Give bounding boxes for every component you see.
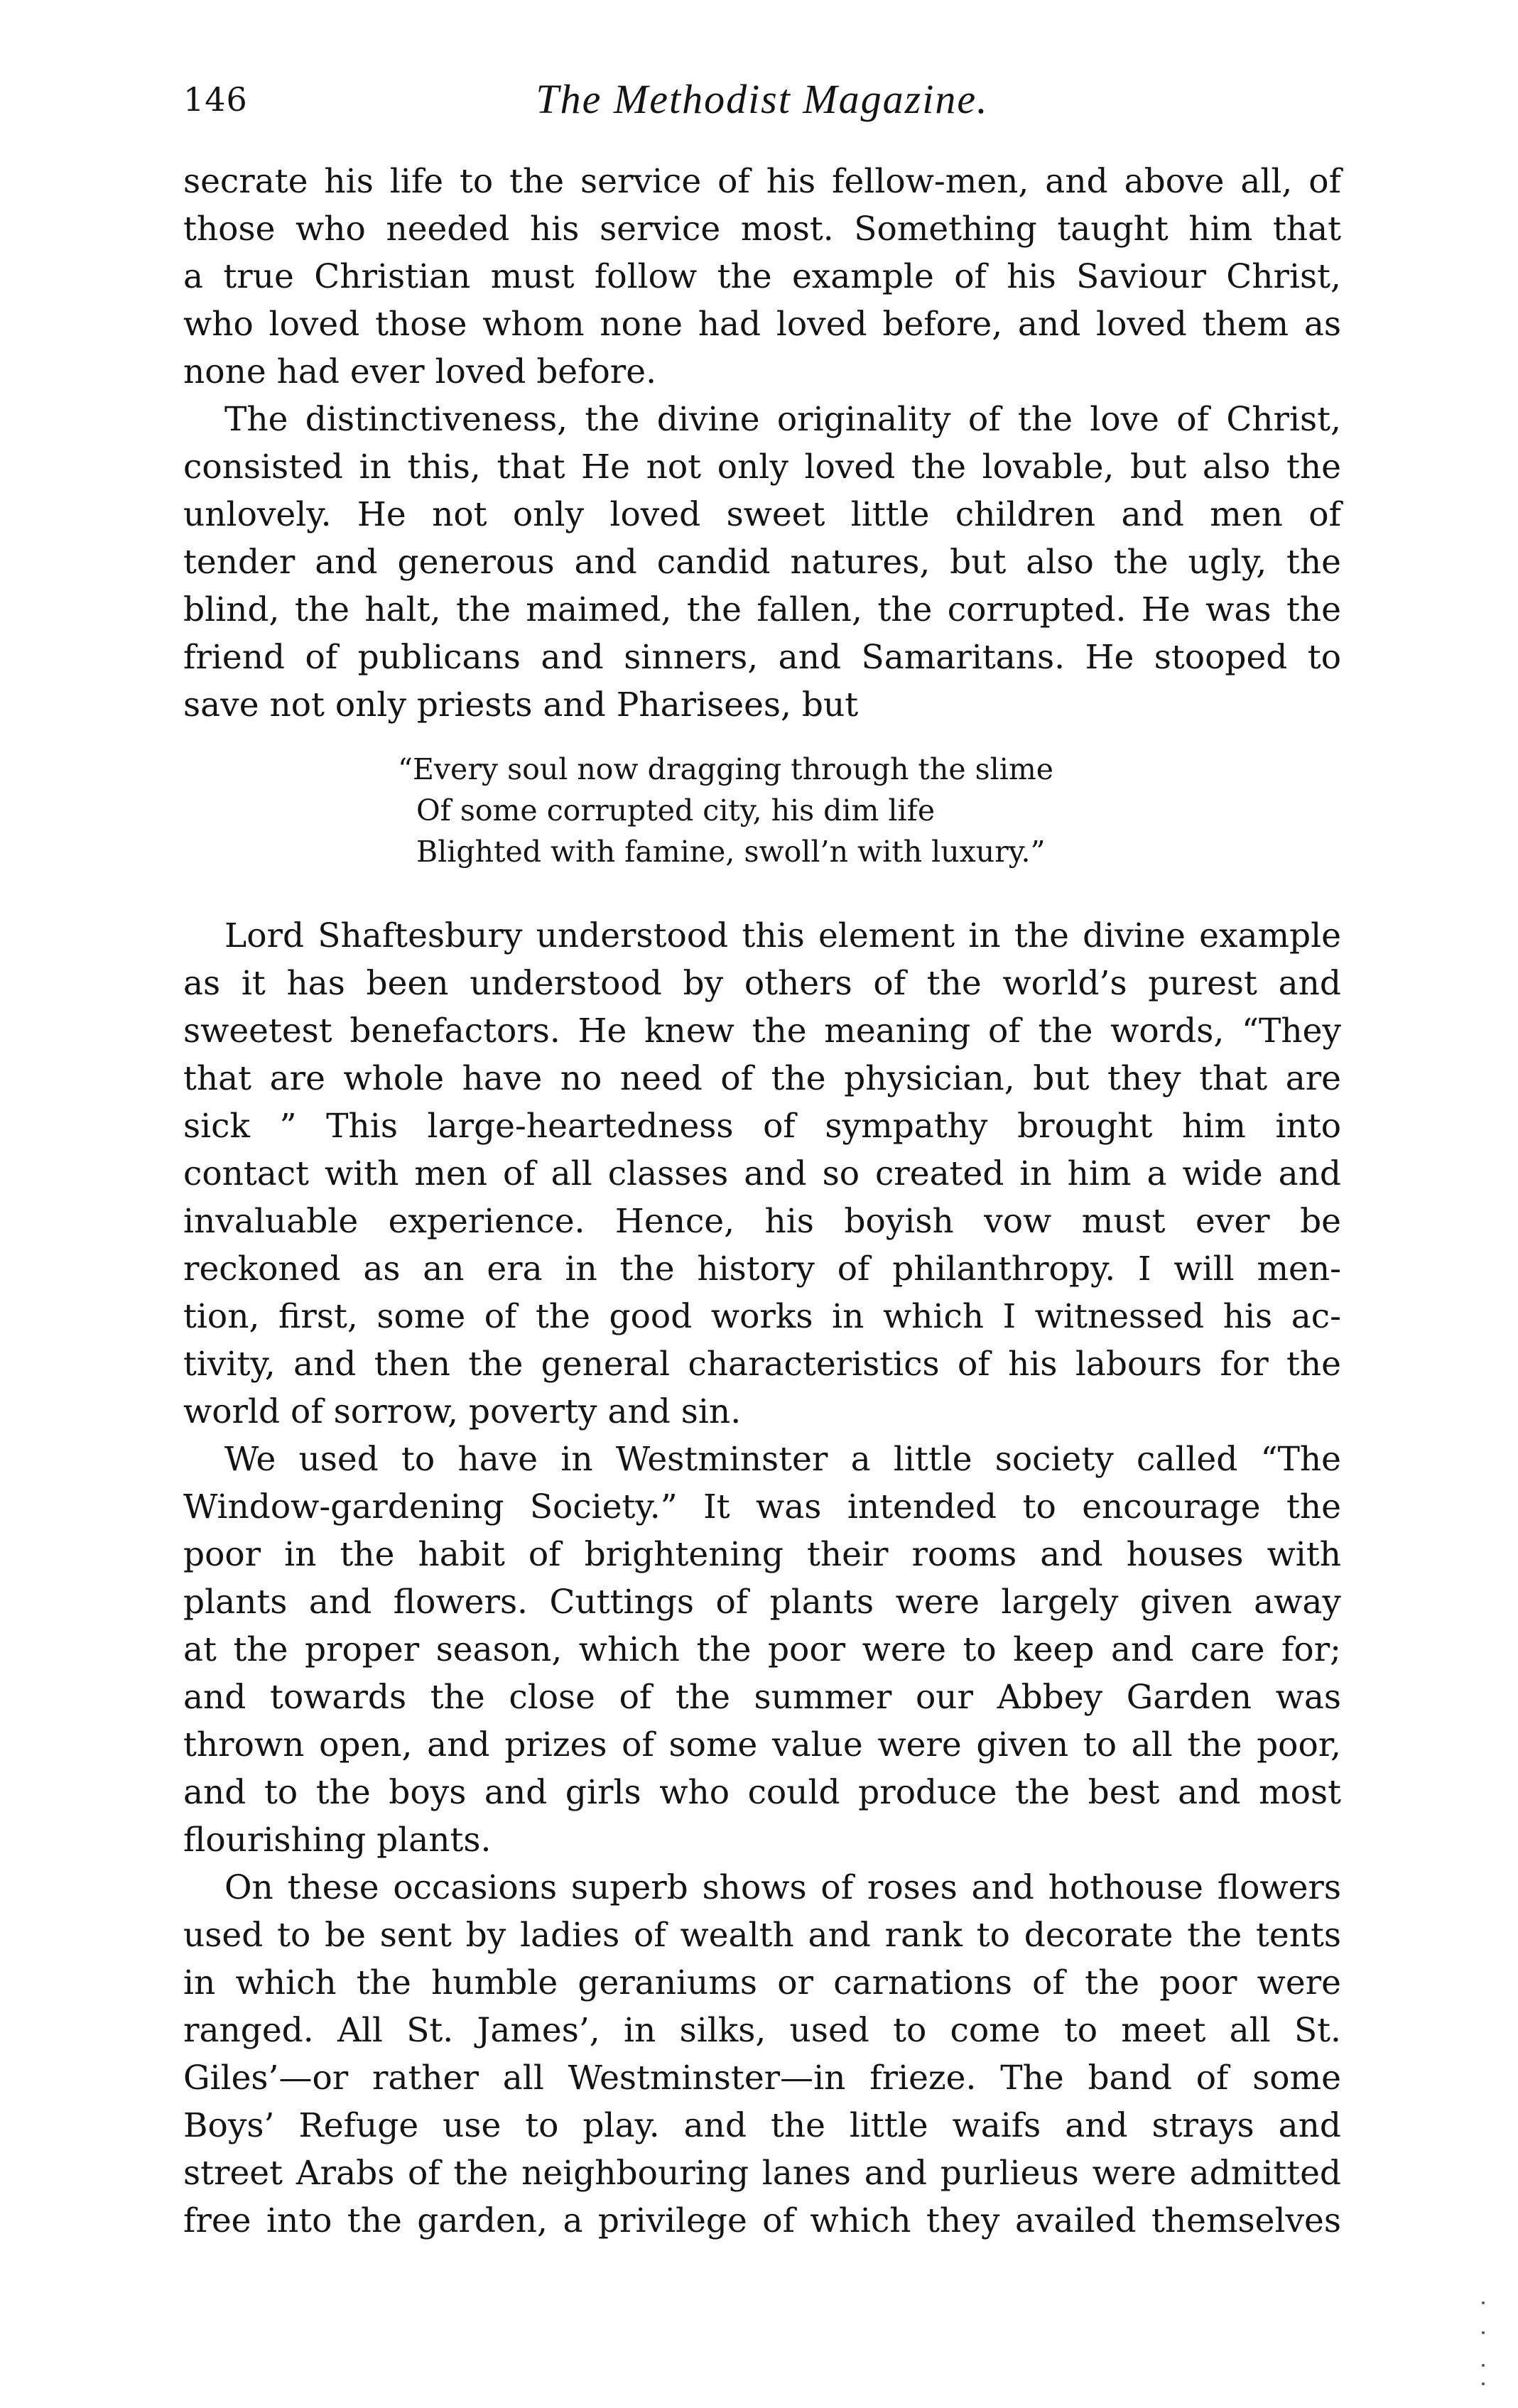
text-block-lower <box>183 912 1341 2245</box>
text-line: world of sorrow, poverty and sin. <box>183 1392 742 1431</box>
text-line: that are whole have no need of the physician, but they that are <box>183 1059 1341 1098</box>
text-line: tender and generous and candid natures, but also the ugly, the <box>183 543 1341 582</box>
paragraph-window-gardening <box>183 1436 1341 1864</box>
text-line: Boys’ Refuge use to play. and the little waifs and strays and <box>183 2106 1341 2145</box>
text-line: Window-gardening Society.” It was intended to encourage the <box>183 1487 1341 1526</box>
text-line: consisted in this, that He not only loved the lovable, but also the <box>183 448 1341 487</box>
text-line: plants and flowers. Cuttings of plants were largely given away <box>183 1583 1341 1622</box>
verse-line: Blighted with famine, swoll’n with luxury.” <box>416 835 1046 869</box>
text-line: ranged. All St. James’, in silks, used to come to meet all St. <box>183 2011 1341 2050</box>
scan-edge-specks <box>1479 2294 1487 2394</box>
page-number: 146 <box>183 80 248 119</box>
text-block-upper <box>183 158 1341 729</box>
text-line: blind, the halt, the maimed, the fallen, the corrupted. He was the <box>183 590 1341 629</box>
text-line: and towards the close of the summer our Abbey Garden was <box>183 1678 1341 1717</box>
text-line: sweetest benefactors. He knew the meaning of the words, “They <box>183 1012 1341 1051</box>
text-line: free into the garden, a privilege of which they availed themselves <box>183 2201 1341 2240</box>
paragraph-continued <box>183 158 1341 396</box>
text-line: sick ” This large-heartedness of sympathy brought him into <box>183 1107 1341 1146</box>
text-line: tivity, and then the general characteristics of his labours for the <box>183 1345 1341 1384</box>
text-line: tion, first, some of the good works in which I witnessed his ac- <box>183 1297 1341 1336</box>
text-line: contact with men of all classes and so created in him a wide and <box>183 1154 1341 1193</box>
text-line: who loved those whom none had loved before, and loved them as <box>183 305 1341 344</box>
text-line: We used to have in Westminster a little society called “The <box>224 1440 1341 1479</box>
text-line: thrown open, and prizes of some value were given to all the poor, <box>183 1725 1341 1764</box>
text-line: poor in the habit of brightening their rooms and houses with <box>183 1535 1341 1574</box>
text-line: at the proper season, which the poor were to keep and care for; <box>183 1630 1341 1669</box>
text-line: The distinctiveness, the divine originality of the love of Christ, <box>224 400 1341 439</box>
text-line: as it has been understood by others of the world’s purest and <box>183 964 1341 1003</box>
text-line: none had ever loved before. <box>183 352 657 391</box>
paragraph-garden-shows <box>183 1864 1341 2245</box>
running-title: The Methodist Magazine. <box>536 76 989 122</box>
text-line: and to the boys and girls who could produce the best and most <box>183 1773 1341 1812</box>
text-line: used to be sent by ladies of wealth and rank to decorate the tents <box>183 1916 1341 1955</box>
text-line: secrate his life to the service of his fellow-men, and above all, of <box>183 162 1341 201</box>
verse-line: Of some corrupted city, his dim life <box>416 793 936 828</box>
text-line: Giles’—or rather all Westminster—in frieze. The band of some <box>183 2059 1341 2098</box>
text-line: in which the humble geraniums or carnations of the poor were <box>183 1963 1341 2002</box>
text-line: invaluable experience. Hence, his boyish vow must ever be <box>183 1202 1341 1241</box>
verse-line: “Every soul now dragging through the slime <box>398 752 1054 786</box>
text-line: On these occasions superb shows of roses and hothouse flowers <box>224 1868 1341 1907</box>
text-line: a true Christian must follow the example of his Saviour Christ, <box>183 257 1341 296</box>
text-line: reckoned as an era in the history of philanthropy. I will men- <box>183 1249 1341 1289</box>
paragraph-shaftesbury <box>183 912 1341 1436</box>
text-line: unlovely. He not only loved sweet little children and men of <box>183 495 1341 534</box>
text-line: street Arabs of the neighbouring lanes and purlieus were admitted <box>183 2154 1341 2193</box>
text-line: flourishing plants. <box>183 1821 492 1860</box>
text-line: those who needed his service most. Something taught him that <box>183 210 1341 249</box>
verse-quotation <box>398 749 1179 872</box>
paragraph-love-of-christ <box>183 396 1341 729</box>
text-line: friend of publicans and sinners, and Samaritans. He stooped to <box>183 638 1341 677</box>
page-header <box>183 71 1341 128</box>
text-line: Lord Shaftesbury understood this element in the divine example <box>224 916 1341 955</box>
text-line: save not only priests and Pharisees, but <box>183 685 859 725</box>
